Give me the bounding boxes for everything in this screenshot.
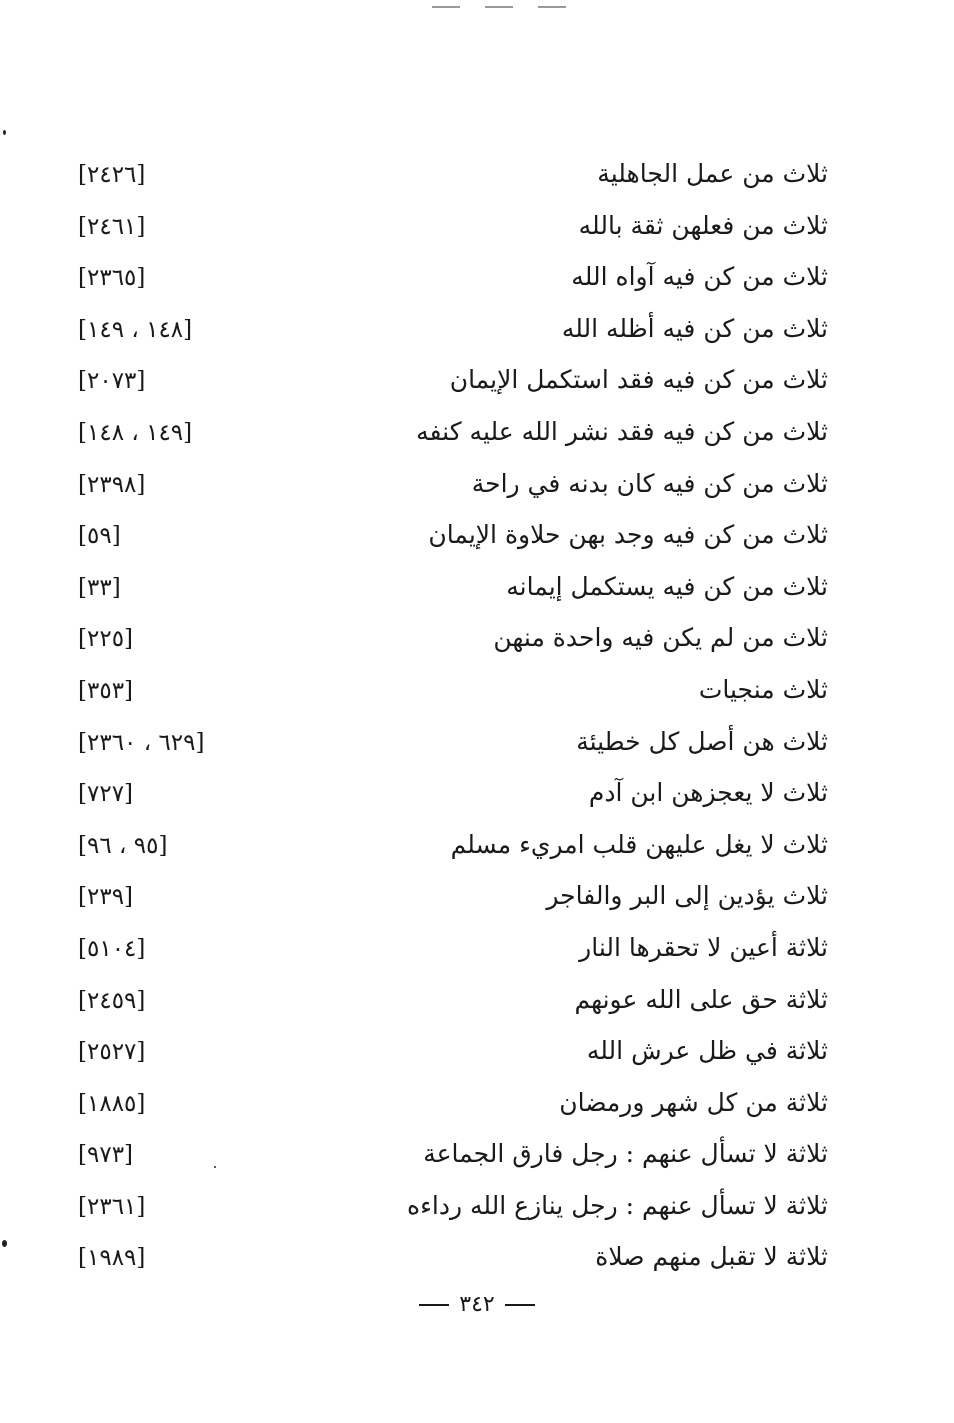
scan-speck xyxy=(2,1240,7,1247)
entry-reference: [٣٥٣] xyxy=(78,677,134,704)
entry-reference: [١٤٨ ، ١٤٩] xyxy=(78,316,193,343)
index-row xyxy=(0,718,954,770)
entry-text: ثلاث من كن فيه وجد بهن حلاوة الإيمان xyxy=(428,520,828,550)
entry-reference: [٩٥ ، ٩٦] xyxy=(78,832,168,859)
entry-text: ثلاث يؤدين إلى البر والفاجر xyxy=(546,881,828,911)
entry-text: ثلاثة لا تقبل منهم صلاة xyxy=(595,1242,828,1272)
entry-text: ثلاثة في ظل عرش الله xyxy=(586,1036,828,1066)
index-row xyxy=(0,150,954,202)
entry-text: ثلاث لا يغل عليهن قلب امريء مسلم xyxy=(450,829,828,859)
entry-reference: [٢٣٦١] xyxy=(78,1193,146,1220)
rule-dash xyxy=(485,6,513,8)
index-row xyxy=(0,511,954,563)
index-row xyxy=(0,563,954,615)
scan-speck xyxy=(214,1166,216,1168)
index-list xyxy=(0,150,954,1285)
index-row xyxy=(0,614,954,666)
scan-speck xyxy=(3,130,6,135)
index-row xyxy=(0,253,954,305)
entry-text: ثلاثة حق على الله عونهم xyxy=(574,984,828,1014)
entry-reference: [٦٢٩ ، ٢٣٦٠] xyxy=(78,729,205,756)
index-row xyxy=(0,202,954,254)
entry-text: ثلاث من كن فيه كان بدنه في راحة xyxy=(471,468,828,498)
entry-reference: [٢٤٢٦] xyxy=(78,162,146,188)
index-row xyxy=(0,924,954,976)
entry-reference: [٧٢٧] xyxy=(78,781,134,808)
entry-text: ثلاثة أعين لا تحقرها النار xyxy=(579,932,828,962)
entry-reference: [٢٤٥٩] xyxy=(78,987,146,1014)
index-row xyxy=(0,305,954,357)
entry-reference: [١٨٨٥] xyxy=(78,1090,146,1117)
entry-reference: [٥٩] xyxy=(78,523,121,550)
entry-text: ثلاثة لا تسأل عنهم : رجل فارق الجماعة xyxy=(423,1139,828,1169)
index-row xyxy=(0,872,954,924)
entry-text: ثلاث هن أصل كل خطيئة xyxy=(576,726,828,756)
index-row xyxy=(0,666,954,718)
entry-text: ثلاث من فعلهن ثقة بالله xyxy=(578,210,828,240)
index-row xyxy=(0,976,954,1028)
rule-dash xyxy=(432,6,460,8)
entry-reference: [٥١٠٤] xyxy=(78,935,146,962)
entry-reference: [٢٣٩٨] xyxy=(78,471,146,498)
index-row xyxy=(0,1027,954,1079)
entry-text: ثلاث لا يعجزهن ابن آدم xyxy=(588,778,828,808)
entry-text: ثلاثة من كل شهر ورمضان xyxy=(559,1087,828,1117)
entry-text: ثلاث من كن فيه أظله الله xyxy=(561,313,828,343)
entry-text: ثلاث من كن فيه يستكمل إيمانه xyxy=(506,571,828,601)
page-number: ٣٤٢ xyxy=(459,1292,495,1317)
entry-text: ثلاث منجيات xyxy=(698,674,828,704)
entry-reference: [٩٧٣] xyxy=(78,1142,134,1169)
entry-reference: [٢٠٧٣] xyxy=(78,368,146,395)
rule-dash xyxy=(538,6,566,8)
entry-text: ثلاث من كن فيه فقد نشر الله عليه كنفه xyxy=(416,416,828,446)
index-row xyxy=(0,1182,954,1234)
entry-reference: [٢٥٢٧] xyxy=(78,1039,146,1066)
entry-text: ثلاث من كن فيه آواه الله xyxy=(571,262,828,292)
entry-reference: [٢٣٦٥] xyxy=(78,265,146,292)
entry-reference: [٢٣٩] xyxy=(78,884,134,911)
index-row xyxy=(0,821,954,873)
index-row xyxy=(0,1233,954,1285)
entry-reference: [١٤٩ ، ١٤٨] xyxy=(78,419,193,446)
index-row xyxy=(0,769,954,821)
entry-text: ثلاث من كن فيه فقد استكمل الإيمان xyxy=(449,365,828,395)
entry-reference: [١٩٨٩] xyxy=(78,1245,146,1272)
index-row xyxy=(0,356,954,408)
index-row xyxy=(0,408,954,460)
entry-reference: [٣٣] xyxy=(78,574,121,601)
entry-reference: [٢٢٥] xyxy=(78,626,134,653)
header-rule xyxy=(432,6,566,8)
entry-text: ثلاث من لم يكن فيه واحدة منهن xyxy=(493,623,828,653)
footer-dash xyxy=(505,1304,535,1306)
index-row xyxy=(0,1079,954,1131)
index-row xyxy=(0,1130,954,1182)
entry-text: ثلاثة لا تسأل عنهم : رجل ينازع الله رداءه xyxy=(407,1190,828,1220)
entry-text: ثلاث من عمل الجاهلية xyxy=(597,159,828,188)
page-footer xyxy=(0,1290,954,1320)
entry-reference: [٢٤٦١] xyxy=(78,213,146,240)
index-row xyxy=(0,460,954,512)
footer-dash xyxy=(419,1304,449,1306)
